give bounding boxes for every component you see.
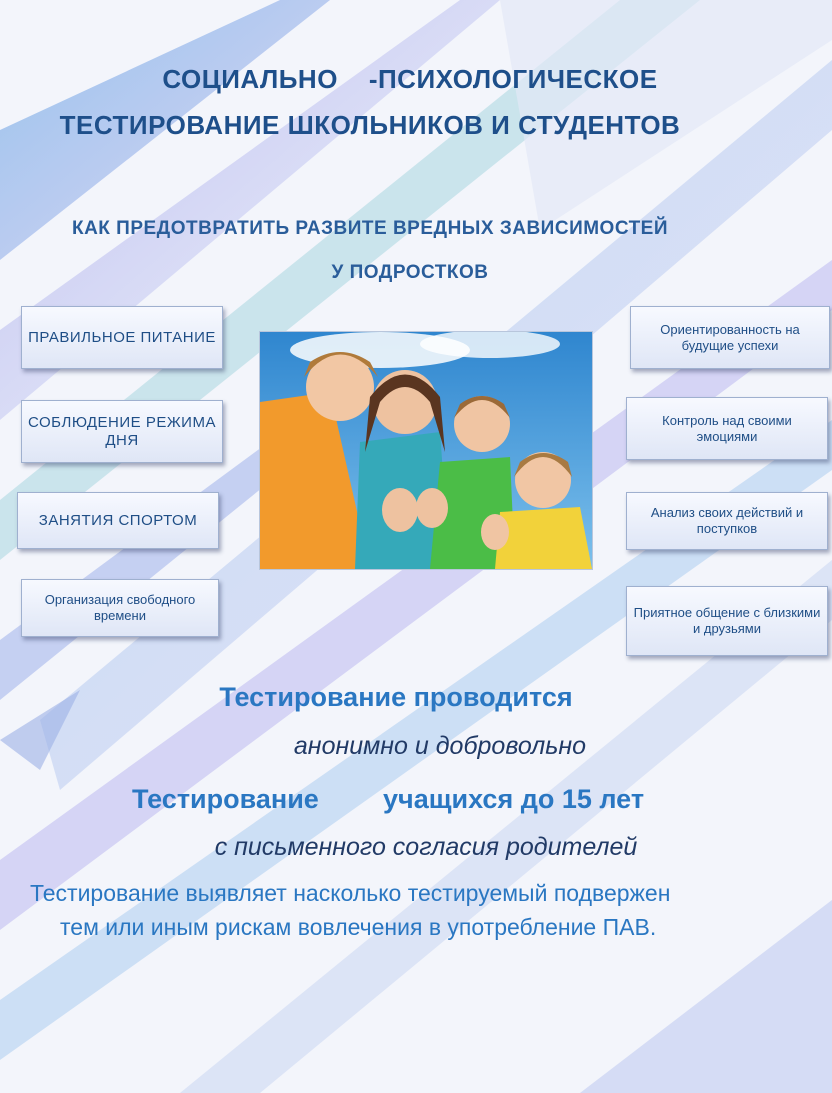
subtitle-line-2: У ПОДРОСТКОВ bbox=[331, 262, 489, 283]
box-label: Приятное общение с близкими и друзьями bbox=[633, 605, 821, 636]
anonymous-voluntary-text: анонимно и добровольно bbox=[293, 732, 587, 760]
box-nutrition bbox=[21, 306, 223, 369]
box-sports bbox=[17, 492, 219, 549]
children-photo bbox=[259, 331, 593, 570]
box-free-time bbox=[21, 579, 219, 637]
testing-label-text: Тестирование bbox=[132, 784, 319, 814]
box-label: Анализ своих действий и поступков bbox=[650, 505, 804, 536]
under-15-text: учащихся до 15 лет bbox=[383, 784, 645, 814]
parental-consent-text: с письменного согласия родителей bbox=[214, 833, 638, 861]
title-line-2: ТЕСТИРОВАНИЕ ШКОЛЬНИКОВ И СТУДЕНТОВ bbox=[59, 110, 681, 140]
box-daily-regime bbox=[21, 400, 223, 463]
title-line-1: СОЦИАЛЬНО -ПСИХОЛОГИЧЕСКОЕ bbox=[162, 64, 658, 94]
box-label: Ориентированность на будущие успехи bbox=[660, 321, 800, 353]
box-self-analysis bbox=[626, 492, 828, 550]
box-label: СОБЛЮДЕНИЕ РЕЖИМА ДНЯ bbox=[28, 413, 216, 449]
subtitle-line-1: КАК ПРЕДОТВРАТИТЬ РАЗВИТЕ ВРЕДНЫХ ЗАВИСИМОСТЕЙ bbox=[71, 218, 669, 239]
box-future-success bbox=[630, 306, 830, 369]
testing-conducted-text: Тестирование проводится bbox=[219, 682, 573, 712]
testing-reveals-text: Тестирование выявляет насколько тестируемый подвержен bbox=[30, 880, 671, 906]
box-label: ЗАНЯТИЯ СПОРТОМ bbox=[38, 511, 198, 529]
box-emotion-control bbox=[626, 397, 828, 460]
box-label: Организация свободного времени bbox=[44, 592, 196, 623]
box-label: Контроль над своими эмоциями bbox=[662, 412, 792, 444]
box-communication bbox=[626, 586, 828, 656]
box-label: ПРАВИЛЬНОЕ ПИТАНИЕ bbox=[28, 328, 216, 346]
risk-involvement-text: тем или иным рискам вовлечения в употребление ПАВ. bbox=[60, 914, 657, 940]
